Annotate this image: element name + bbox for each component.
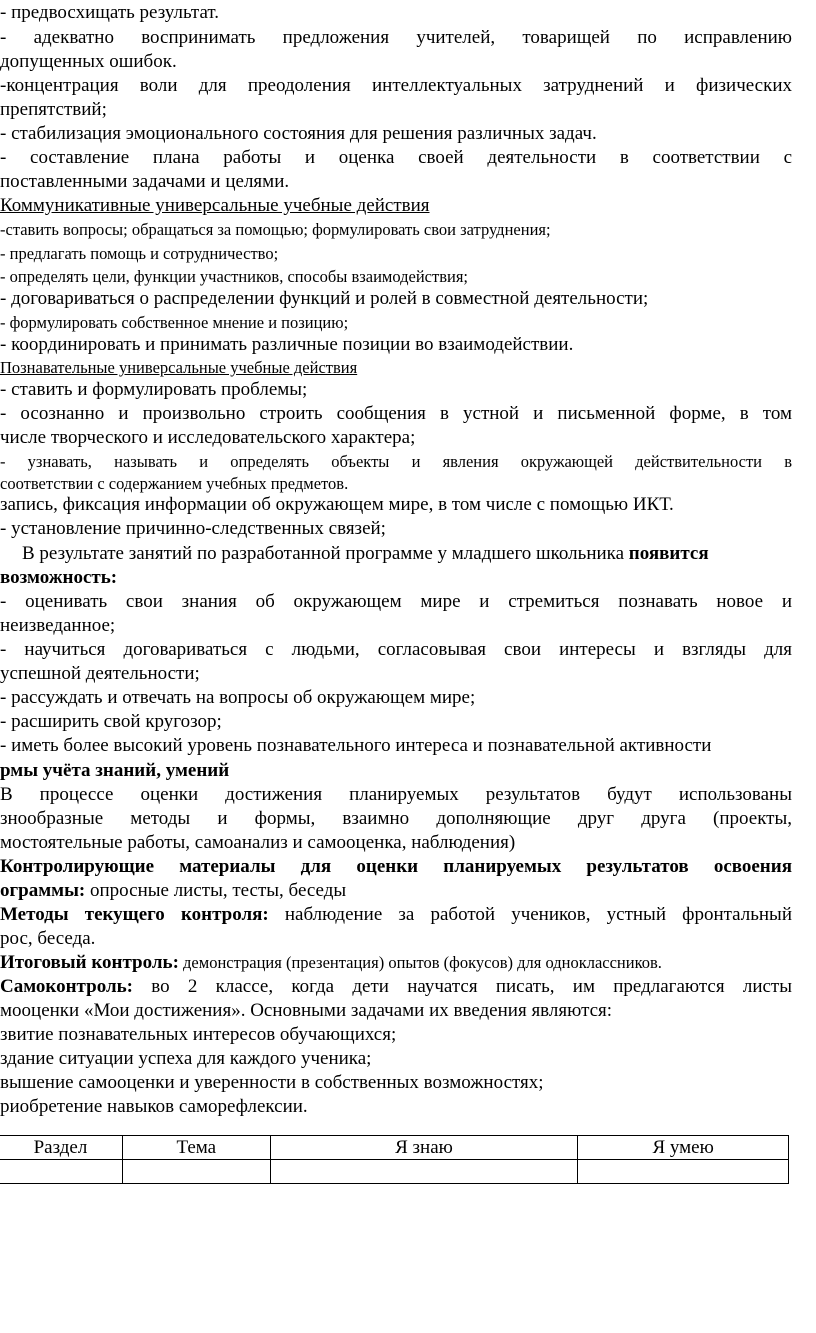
text-line: - оценивать свои знания об окружающем мире и стремиться познавать новое и: [0, 591, 792, 612]
table-cell-empty[interactable]: [578, 1160, 789, 1184]
text-line: - узнавать, называть и определять объекты и явления окружающей действительности в: [0, 452, 792, 471]
text-line: рос, беседа.: [0, 928, 96, 949]
text-line: [0, 976, 792, 998]
text-line: - научиться договариваться с людьми, согласовывая свои интересы и взгляды для: [0, 639, 792, 660]
text-line: - расширить свой кругозор;: [0, 711, 222, 732]
text-line: запись, фиксация информации об окружающем мире, в том числе с помощью ИКТ.: [0, 494, 674, 515]
text-line: здание ситуации успеха для каждого ученика;: [0, 1048, 372, 1069]
text-line: - предвосхищать результат.: [0, 2, 220, 23]
bold-fragment: ограммы:: [0, 880, 86, 901]
text-line: [0, 952, 792, 974]
text-line: - адекватно воспринимать предложения учителей, товарищей по исправлению: [0, 27, 792, 48]
text-fragment: во 2 классе, когда дети научатся писать, им предлагаются листы: [132, 976, 792, 997]
bold-fragment: Самоконтроль:: [0, 976, 133, 997]
text-line: - координировать и принимать различные позиции во взаимодействии.: [0, 334, 574, 355]
text-line: допущенных ошибок.: [0, 51, 177, 72]
text-fragment: демонстрация (презентация) опытов (фокусов) для одноклассников.: [178, 953, 662, 972]
text-line: - формулировать собственное мнение и позицию;: [0, 313, 349, 332]
text-line: Контролирующие материалы для оценки планируемых результатов освоения: [0, 856, 792, 877]
text-line: неизведанное;: [0, 615, 116, 636]
bold-fragment: Итоговый контроль:: [0, 952, 179, 973]
text-line: -концентрация воли для преодоления интеллектуальных затруднений и физических: [0, 75, 792, 96]
table-cell-empty[interactable]: [122, 1160, 270, 1184]
text-fragment: В результате занятий по разработанной программе у младшего школьника: [22, 543, 625, 564]
text-line: - определять цели, функции участников, способы взаимодействия;: [0, 267, 469, 286]
text-line: В процессе оценки достижения планируемых результатов будут использованы: [0, 784, 792, 805]
text-line: вышение самооценки и уверенности в собственных возможностях;: [0, 1072, 544, 1093]
achievement-table: [0, 1135, 789, 1184]
table-header-row: [0, 1136, 789, 1160]
text-line: - стабилизация эмоционального состояния для решения различных задач.: [0, 123, 597, 144]
text-line: возможность:: [0, 567, 118, 588]
text-line: [0, 904, 792, 926]
text-line: мостоятельные работы, самоанализ и самооценка, наблюдения): [0, 832, 516, 853]
text-line: -ставить вопросы; обращаться за помощью; формулировать свои затруднения;: [0, 220, 551, 239]
section-heading-assessment: рмы учёта знаний, умений: [0, 760, 230, 781]
text-line: - установление причинно-следственных связей;: [0, 518, 386, 539]
text-line: числе творческого и исследовательского характера;: [0, 427, 416, 448]
table-header-cell: Я знаю: [270, 1136, 578, 1160]
section-heading-cognitive: Познавательные универсальные учебные действия: [0, 358, 358, 377]
bold-fragment: Методы текущего контроля:: [0, 904, 269, 925]
text-line-results: [0, 543, 792, 565]
table-row: [0, 1160, 789, 1184]
text-line: - осознанно и произвольно строить сообщения в устной и письменной форме, в том: [0, 403, 792, 424]
text-line: - рассуждать и отвечать на вопросы об окружающем мире;: [0, 687, 476, 708]
text-fragment: наблюдение за работой учеников, устный фронтальный: [268, 904, 792, 925]
text-line: успешной деятельности;: [0, 663, 200, 684]
text-line: - ставить и формулировать проблемы;: [0, 379, 308, 400]
text-fragment: опросные листы, тесты, беседы: [85, 880, 347, 901]
table-header-cell: Я умею: [578, 1136, 789, 1160]
text-line: поставленными задачами и целями.: [0, 171, 290, 192]
text-line: знообразные методы и формы, взаимно дополняющие друг друга (проекты,: [0, 808, 792, 829]
text-line: - составление плана работы и оценка своей деятельности в соответствии с: [0, 147, 792, 168]
text-line: препятствий;: [0, 99, 107, 120]
text-line: - иметь более высокий уровень познавательного интереса и познавательной активности: [0, 735, 712, 756]
text-line: - предлагать помощь и сотрудничество;: [0, 244, 279, 263]
text-line: мооценки «Мои достижения». Основными задачами их введения являются:: [0, 1000, 613, 1021]
text-line: [0, 880, 792, 902]
text-line: риобретение навыков саморефлексии.: [0, 1096, 308, 1117]
table-cell-empty[interactable]: [270, 1160, 578, 1184]
table-cell-empty[interactable]: [0, 1160, 122, 1184]
bold-fragment: появится: [628, 543, 709, 564]
text-line: звитие познавательных интересов обучающихся;: [0, 1024, 397, 1045]
text-line: - договариваться о распределении функций и ролей в совместной деятельности;: [0, 288, 649, 309]
section-heading-communicative: Коммуникативные универсальные учебные действия: [0, 195, 430, 216]
text-line: соответствии с содержанием учебных предметов.: [0, 474, 349, 493]
table-header-cell: Тема: [122, 1136, 270, 1160]
table-header-cell: Раздел: [0, 1136, 122, 1160]
